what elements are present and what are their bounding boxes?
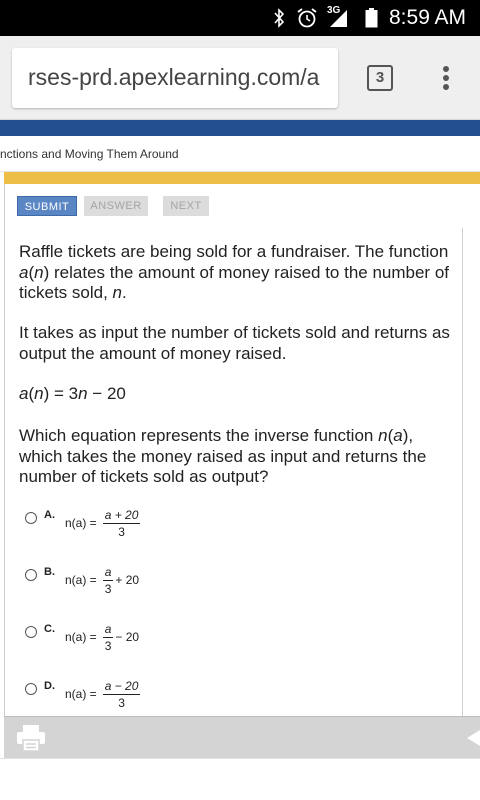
address-bar[interactable] xyxy=(12,48,338,108)
question-prompt: Which equation represents the inverse function n(a), which takes the money raised as input and returns the number of tickets sold as output? xyxy=(19,426,427,486)
header-gold-bar xyxy=(4,172,480,184)
collapse-arrow-icon[interactable] xyxy=(463,728,480,748)
print-icon[interactable] xyxy=(16,724,46,752)
lesson-header xyxy=(0,136,480,172)
overflow-menu-icon[interactable] xyxy=(436,63,456,93)
battery-icon xyxy=(365,8,378,28)
option-c-letter: C. xyxy=(44,623,55,635)
page-bottom xyxy=(0,758,480,800)
option-d-radio[interactable] xyxy=(25,683,37,695)
option-a-radio[interactable] xyxy=(25,512,37,524)
option-b-radio[interactable] xyxy=(25,569,37,581)
option-b[interactable] xyxy=(25,564,225,612)
option-d-letter: D. xyxy=(44,680,55,692)
header-blue-bar xyxy=(0,120,480,136)
question-intro: Raffle tickets are being sold for a fundraiser. The function a(n) relates the amount of money raised to the number of tickets sold, n. xyxy=(19,242,449,302)
question-description: It takes as input the number of tickets sold and returns as output the amount of money raised. xyxy=(19,323,450,363)
browser-toolbar xyxy=(0,36,480,120)
submit-button[interactable]: SUBMIT xyxy=(17,196,77,216)
question-equation: a(n) = 3n − 20 xyxy=(19,384,126,403)
option-b-letter: B. xyxy=(44,566,55,578)
panel-divider xyxy=(462,228,463,716)
answer-button[interactable]: ANSWER xyxy=(84,196,148,216)
status-bar xyxy=(0,0,480,36)
option-c[interactable] xyxy=(25,621,225,669)
clock-time: 8:59 AM xyxy=(389,6,467,29)
option-b-equation: n(a) = $\frac{a}{3}$ + 20 xyxy=(65,564,140,596)
network-type-label: 3G xyxy=(327,5,341,16)
option-a-letter: A. xyxy=(44,509,55,521)
option-c-radio[interactable] xyxy=(25,626,37,638)
lesson-title: nctions and Moving Them Around xyxy=(0,147,179,161)
address-bar-url: rses-prd.apexlearning.com/a xyxy=(28,64,320,90)
next-button[interactable]: NEXT xyxy=(163,196,209,216)
alarm-icon xyxy=(296,7,318,29)
option-c-equation: n(a) = $\frac{a}{3}$ − 20 xyxy=(65,621,140,653)
bottom-toolbar xyxy=(4,716,480,758)
option-a-equation: n(a) = $\frac{a + 20}{3}$ xyxy=(65,507,139,539)
option-a[interactable] xyxy=(25,507,225,555)
bluetooth-icon xyxy=(272,8,286,28)
signal-icon xyxy=(328,8,348,28)
option-d-equation: n(a) = $\frac{a - 20}{3}$ xyxy=(65,678,139,710)
tab-switcher-button[interactable]: 3 xyxy=(367,65,393,91)
